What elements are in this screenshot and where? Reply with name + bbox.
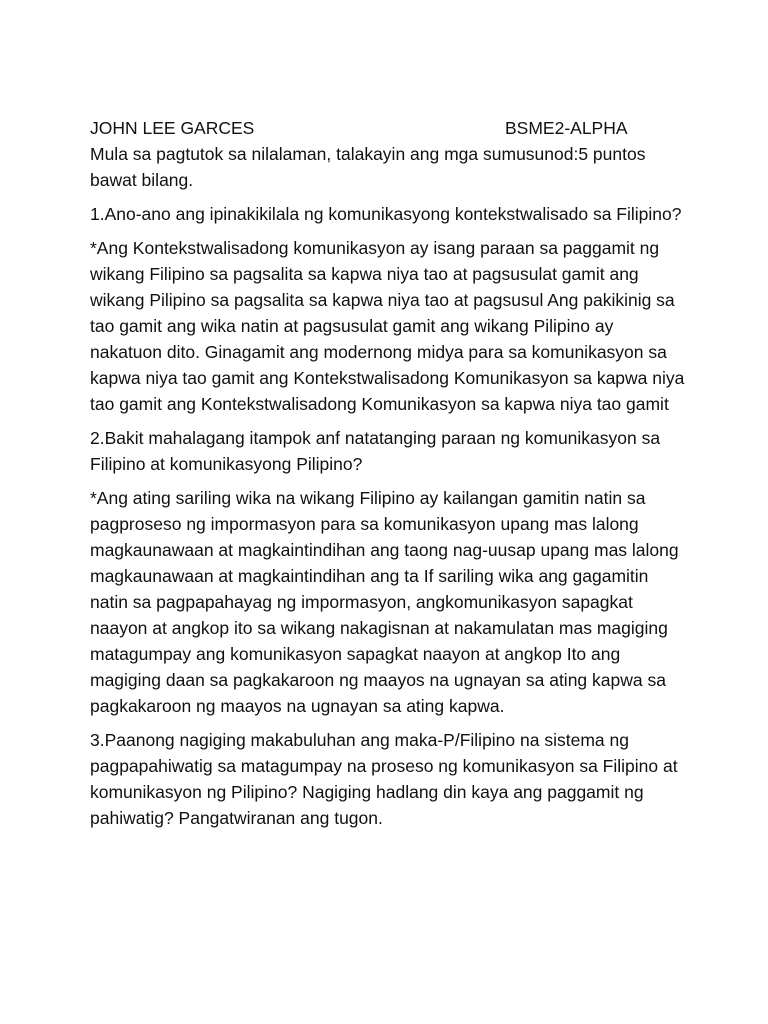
- answer-2: *Ang ating sariling wika na wikang Filipino ay kailangan gamitin natin sa pagproseso ng impormasyon para sa komunikasyon upang mas lalong magkaunawaan at magkaintindihan ang taong nag-uusap upang mas lalong magkaunawaan at magkaintindihan ang ta If sariling wika ang gagamitin natin sa pagpapahayag ng impormasyon, angkomunikasyon sapagkat naayon at angkop ito sa wikang nakagisnan at nakamulatan mas magiging matagumpay ang komunikasyon sapagkat naayon at angkop Ito ang magiging daan sa pagkakaroon ng maayos na ugnayan sa ating kapwa sa pagkakaroon ng maayos na ugnayan sa ating kapwa.: [90, 488, 679, 716]
- question-2: 2.Bakit mahalagang itampok anf natatanging paraan ng komunikasyon sa Filipino at komunikasyong Pilipino?: [90, 428, 661, 474]
- student-name: JOHN LEE GARCES: [90, 118, 255, 138]
- instructions-text: Mula sa pagtutok sa nilalaman, talakayin ang mga sumusunod:5 puntos bawat bilang.: [90, 144, 646, 190]
- question-1: 1.Ano-ano ang ipinakikilala ng komunikasyong kontekstwalisado sa Filipino?: [90, 204, 682, 224]
- document-header: [90, 115, 690, 141]
- question-3: 3.Paanong nagiging makabuluhan ang maka-P/Filipino na sistema ng pagpapahiwatig sa matagumpay na proseso ng komunikasyon sa Filipino at komunikasyon ng Pilipino? Nagiging hadlang din kaya ang paggamit ng pahiwatig? Pangatwiranan ang tugon.: [90, 730, 678, 828]
- answer-1: *Ang Kontekstwalisadong komunikasyon ay isang paraan sa paggamit ng wikang Filipino sa pagsalita sa kapwa niya tao at pagsusulat gamit ang wikang Pilipino sa pagsalita sa kapwa niya tao at pagsusul Ang pakikinig sa tao gamit ang wika natin at pagsusulat gamit ang wikang Pilipino ay nakatuon dito. Ginagamit ang modernong midya para sa komunikasyon sa kapwa niya tao gamit ang Kontekstwalisadong Komunikasyon sa kapwa niya tao gamit ang Kontekstwalisadong Komunikasyon sa kapwa niya tao gamit: [90, 238, 685, 414]
- student-section: BSME2-ALPHA: [505, 118, 628, 138]
- document-body: [90, 115, 690, 839]
